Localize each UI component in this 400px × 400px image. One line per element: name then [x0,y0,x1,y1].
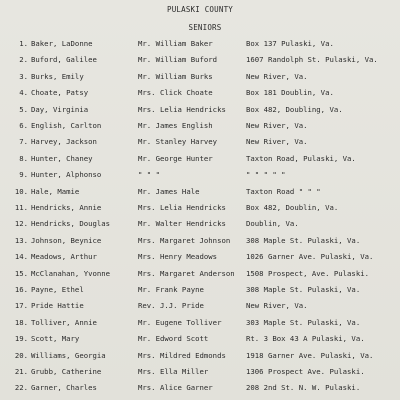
address: 303 Maple St. Pulaski, Va. [246,317,361,327]
parent-name: Mrs. Lelia Hendricks [138,104,226,114]
parent-name: Mr. Eugene Tolliver [138,317,222,327]
student-name: Pride Hattie [31,301,84,311]
county-heading: PULASKI COUNTY [166,5,233,14]
student-row [0,134,400,150]
parent-name: Mrs. Mildred Edmonds [138,350,226,360]
parent-name: Mrs. Lelia Hendricks [138,203,226,212]
parent-name: Mr. George Hunter [138,153,213,163]
student-row [0,151,400,167]
student-name: Scott, Mary [31,334,80,344]
row-number: 4. [19,88,28,98]
row-number: 9. [19,170,28,180]
seniors-heading: SENIORS [188,23,222,32]
row-number: 20. [14,350,28,360]
student-name: Hale, Mamie [31,186,80,196]
row-number: 15. [14,268,28,278]
parent-name: Mrs. Click Choate [138,88,213,98]
address: 1918 Garner Ave. Pulaski, Va. [246,350,374,360]
parent-name: Mr. Edword Scott [138,334,209,344]
student-row [0,167,400,183]
student-row [0,69,400,85]
student-row [0,331,400,347]
student-name: Day, Virginia [31,104,89,114]
student-name: Choate, Patsy [31,88,89,98]
address: 308 Maple St. Pulaski, Va. [246,235,361,245]
student-row [0,102,400,118]
row-number: 3. [19,71,28,81]
row-number: 19. [14,334,28,344]
row-number: 12. [14,219,28,229]
parent-name: Mr. James Hale [138,186,200,196]
parent-name: Mr. Walter Hendricks [138,219,226,229]
parent-name: Mrs. Alice Garner [138,383,213,393]
student-row [0,282,400,298]
student-row [0,315,400,331]
student-row [0,364,400,380]
address: 1026 Garner Ave. Pulaski, Va. [246,252,374,262]
student-row [0,118,400,134]
parent-name: Mr. James English [138,121,213,130]
address: New River, Va. [246,121,308,130]
address: 1508 Prospect, Ave. Pulaski. [246,268,370,278]
address: " " " " " [246,170,286,180]
parent-name: Mrs. Ella Miller [138,367,209,376]
row-number: 5. [19,104,28,114]
row-number: 7. [19,137,28,147]
row-number: 18. [14,317,28,327]
row-number: 13. [14,235,28,245]
address: Box 137 Pulaski, Va. [246,39,334,48]
address: New River, Va. [246,301,308,311]
address: Box 482, Doubling, Va. [246,104,343,114]
student-name: English, Carlton [31,121,102,130]
student-name: Buford, Galilee [31,55,97,65]
student-row [0,266,400,282]
student-name: Meadows, Arthur [31,252,97,262]
address: Rt. 3 Box 43 A Pulaski, Va. [246,334,365,344]
row-number: 6. [19,121,28,130]
address: Box 482, Doublin, Va. [246,203,339,212]
address: Taxton Road " " " [246,186,321,196]
row-number: 11. [14,203,28,212]
row-number: 22. [14,383,28,393]
student-name: Williams, Georgia [31,350,106,360]
student-name: Hendricks, Annie [31,203,102,212]
address: 1306 Prospect Ave. Pulaski. [246,367,365,376]
student-row [0,36,400,52]
student-row [0,216,400,232]
parent-name: Mrs. Margaret Johnson [138,235,231,245]
student-row [0,233,400,249]
address: New River, Va. [246,71,308,81]
address: 1607 Randolph St. Pulaski, Va. [246,55,378,65]
student-name: Hunter, Chaney [31,153,93,163]
student-row [0,298,400,314]
row-number: 8. [19,153,28,163]
address: 308 Maple St. Pulaski, Va. [246,285,361,294]
address: New River, Va. [246,137,308,147]
parent-name: Mr. William Burks [138,71,213,81]
student-name: Harvey, Jackson [31,137,97,147]
parent-name: Rev. J.J. Pride [138,301,204,311]
row-number: 2. [19,55,28,65]
address: Taxton Road, Pulaski, Va. [246,153,356,163]
address: Doublin, Va. [246,219,299,229]
row-number: 14. [14,252,28,262]
student-row [0,380,400,396]
parent-name: Mr. Frank Payne [138,285,204,294]
student-name: Grubb, Catherine [31,367,102,376]
parent-name: Mr. Stanley Harvey [138,137,218,147]
row-number: 16. [14,285,28,294]
student-name: Hunter, Alphonso [31,170,102,180]
student-name: Hendricks, Douglas [31,219,111,229]
student-row [0,200,400,216]
address: Box 181 Doublin, Va. [246,88,334,98]
student-name: Tolliver, Annie [31,317,97,327]
parent-name: Mr. William Buford [138,55,218,65]
student-name: Baker, LaDonne [31,39,93,48]
row-number: 17. [14,301,28,311]
student-row [0,85,400,101]
student-name: Garner, Charles [31,383,97,393]
row-number: 1. [19,39,28,48]
student-name: Burks, Emily [31,71,84,81]
student-name: Johnson, Beynice [31,235,102,245]
row-number: 10. [14,186,28,196]
parent-name: Mr. William Baker [138,39,213,48]
student-row [0,52,400,68]
address: 208 2nd St. N. W. Pulaski. [246,383,361,393]
parent-name: Mrs. Henry Meadows [138,252,218,262]
student-name: McClanahan, Yvonne [31,268,111,278]
student-row [0,348,400,364]
parent-name: " " " [138,170,160,180]
row-number: 21. [14,367,28,376]
student-name: Payne, Ethel [31,285,84,294]
student-row [0,184,400,200]
student-row [0,249,400,265]
parent-name: Mrs. Margaret Anderson [138,268,235,278]
